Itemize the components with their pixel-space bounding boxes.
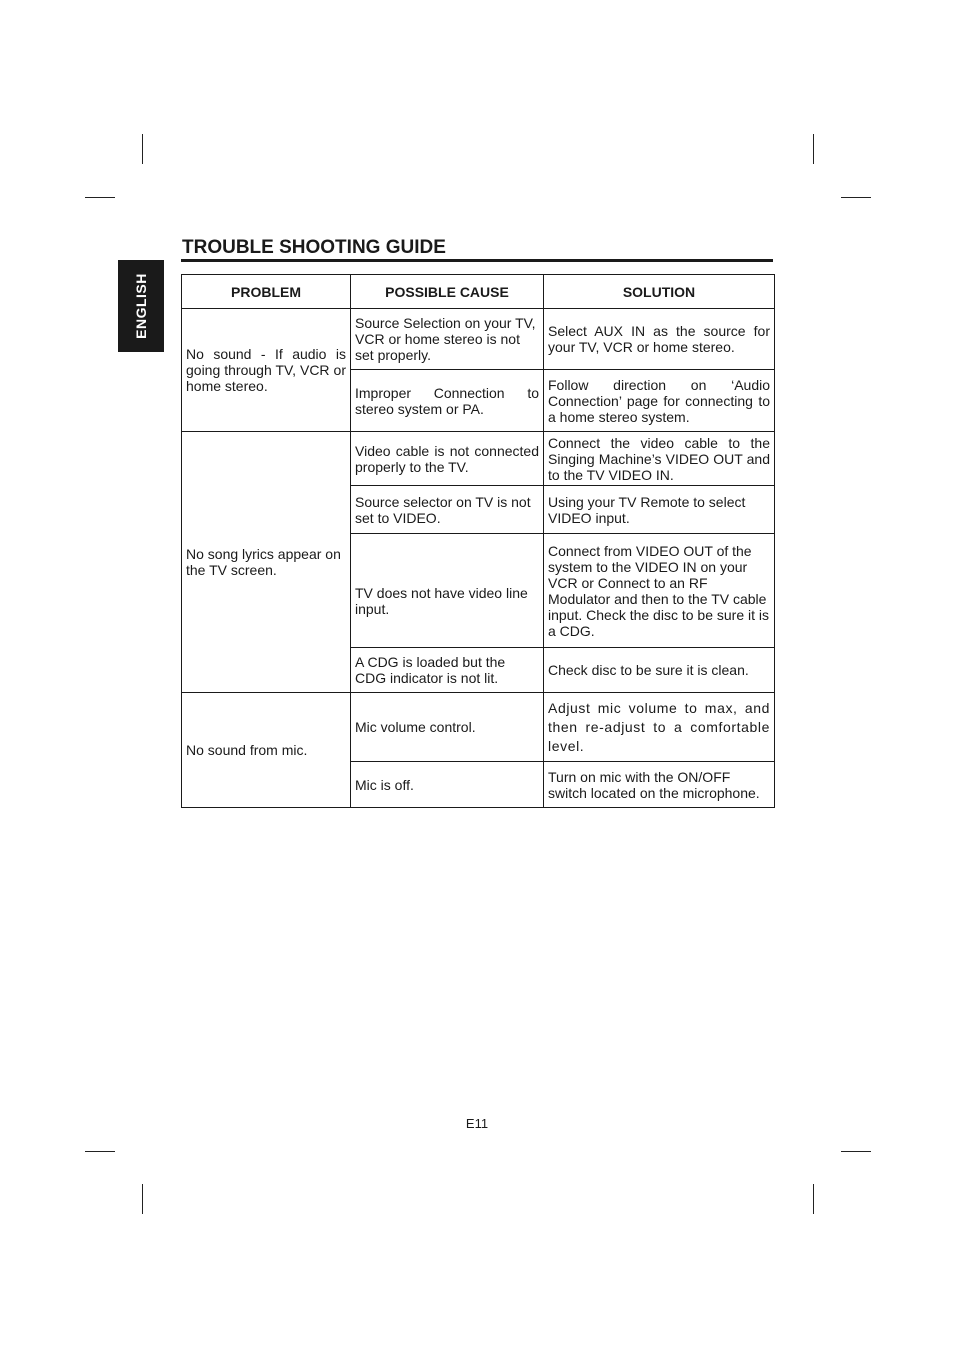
page-title: TROUBLE SHOOTING GUIDE xyxy=(182,237,446,258)
cause-cell: TV does not have video line input. xyxy=(351,534,544,648)
cause-cell: Mic volume control. xyxy=(351,693,544,762)
solution-cell: Connect the video cable to the Singing Machine’s VIDEO OUT and to the TV VIDEO IN. xyxy=(544,432,775,486)
crop-mark-bottom-right xyxy=(813,1184,814,1214)
solution-cell: Follow direction on ‘Audio Connection’ page for connecting to a home stereo system. xyxy=(544,370,775,432)
crop-mark-bottom-right-h xyxy=(841,1151,871,1152)
crop-mark-top-right-h xyxy=(841,197,871,198)
solution-cell: Connect from VIDEO OUT of the system to the VIDEO IN on your VCR or Connect to an RF Modulator and then to the TV cable input. Check the disc to be sure it is a CDG. xyxy=(544,534,775,648)
solution-cell: Turn on mic with the ON/OFF switch located on the microphone. xyxy=(544,762,775,808)
cause-cell: Improper Connection to stereo system or PA. xyxy=(351,370,544,432)
table-row xyxy=(182,693,775,762)
header-solution: SOLUTION xyxy=(544,275,775,309)
language-tab-label: ENGLISH xyxy=(133,273,149,339)
crop-mark-bottom-left xyxy=(142,1184,143,1214)
cause-cell: Mic is off. xyxy=(351,762,544,808)
table-header-row xyxy=(182,275,775,309)
solution-cell: Select AUX IN as the source for your TV, VCR or home stereo. xyxy=(544,309,775,370)
table-row xyxy=(182,432,775,486)
crop-mark-top-right xyxy=(813,134,814,164)
cause-cell: Source selector on TV is not set to VIDEO. xyxy=(351,486,544,534)
problem-cell: No sound - If audio is going through TV, VCR or home stereo. xyxy=(182,309,351,432)
title-underline xyxy=(181,259,773,262)
table-row xyxy=(182,309,775,370)
solution-cell: Check disc to be sure it is clean. xyxy=(544,648,775,693)
problem-cell: No song lyrics appear on the TV screen. xyxy=(182,432,351,693)
solution-cell: Adjust mic volume to max, and then re-adjust to a comfortable level. xyxy=(544,693,775,762)
page-number: E11 xyxy=(465,1116,489,1131)
crop-mark-bottom-left-h xyxy=(85,1151,115,1152)
language-tab xyxy=(118,260,164,352)
cause-cell: Source Selection on your TV, VCR or home stereo is not set properly. xyxy=(351,309,544,370)
header-problem: PROBLEM xyxy=(182,275,351,309)
header-possible-cause: POSSIBLE CAUSE xyxy=(351,275,544,309)
troubleshooting-table xyxy=(181,274,775,808)
cause-cell: A CDG is loaded but the CDG indicator is not lit. xyxy=(351,648,544,693)
solution-cell: Using your TV Remote to select VIDEO input. xyxy=(544,486,775,534)
crop-mark-top-left xyxy=(142,134,143,164)
crop-mark-top-left-h xyxy=(85,197,115,198)
cause-cell: Video cable is not connected properly to the TV. xyxy=(351,432,544,486)
problem-cell: No sound from mic. xyxy=(182,693,351,808)
